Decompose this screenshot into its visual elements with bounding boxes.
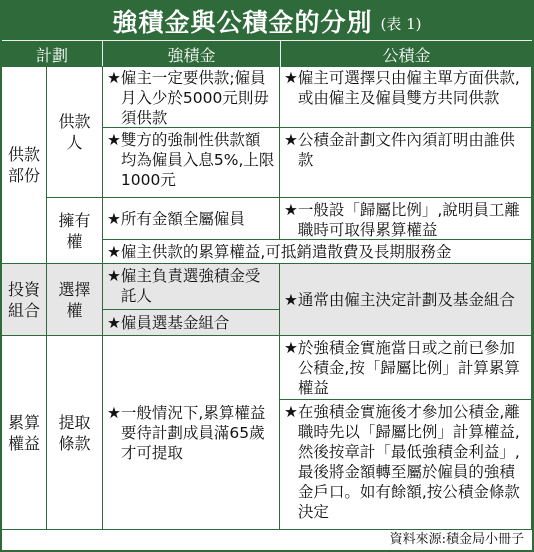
group-investment-label: 投資組合	[7, 279, 40, 320]
header-mpf: 強積金	[103, 40, 281, 67]
cell-withdraw-mpf	[103, 336, 280, 530]
cell-text: 僱主可選擇只由僱主單方面供款,或由僱主及僱員雙方共同供款	[297, 69, 520, 107]
star-icon: ★	[284, 290, 298, 309]
star-icon: ★	[107, 69, 121, 87]
cell-text: 公積金計劃文件內須訂明由誰供款	[297, 131, 515, 169]
table-number: (表 1)	[380, 14, 422, 33]
cell-choice-pf	[280, 264, 532, 336]
star-icon: ★	[107, 313, 121, 332]
cell-text: 在強積金實施後才參加公積金,離職時先以「歸屬比例」計算權益,然後按章計「最低強積金利益」,最後將金額轉至屬於僱員的強積金戶口。如有餘額,按公積金條款決定	[297, 403, 520, 521]
cell-choice-mpf-1	[103, 264, 280, 310]
group-contribution	[2, 66, 47, 264]
title-bar	[2, 2, 532, 40]
cell-text: 所有金額全屬僱員	[120, 209, 245, 228]
group-accrued-label: 累算權益	[7, 412, 40, 453]
sub-withdrawal-label: 提取條款	[58, 412, 91, 453]
cell-text: 僱員選基金組合	[120, 313, 230, 332]
cell-withdraw-pf-1	[280, 336, 532, 400]
star-icon: ★	[284, 339, 298, 357]
group-contribution-label: 供款部份	[7, 144, 40, 185]
header-plan: 計劃	[2, 40, 103, 67]
cell-withdraw-pf-2	[280, 400, 532, 530]
cell-text: 雙方的強制性供款額均為僱員入息5%,上限1000元	[120, 131, 275, 189]
sub-choice	[47, 264, 103, 336]
group-accrued	[2, 336, 47, 530]
cell-contrib-pf-1	[280, 66, 532, 128]
cell-text: 僱主供款的累算權益,可抵銷遣散費及長期服務金	[120, 242, 452, 261]
sub-contributor	[47, 66, 103, 198]
cell-text: 通常由僱主決定計劃及基金組合	[297, 290, 515, 309]
sub-contributor-label: 供款人	[58, 111, 91, 152]
group-investment	[2, 264, 47, 336]
header-pf: 公積金	[281, 40, 532, 67]
cell-own-shared	[103, 240, 532, 264]
sub-withdrawal	[47, 336, 103, 530]
cell-contrib-mpf-2	[103, 128, 280, 198]
sub-ownership	[47, 198, 103, 264]
star-icon: ★	[284, 131, 298, 149]
cell-text: 一般設「歸屬比例」,說明員工離職時可取得累算權益	[297, 201, 520, 239]
cell-contrib-mpf-1	[103, 66, 280, 128]
star-icon: ★	[107, 267, 121, 285]
cell-contrib-pf-2	[280, 128, 532, 198]
cell-text: 一般情況下,累算權益要待計劃成員滿65歲才可提取	[120, 403, 266, 462]
cell-text: 僱主一定要供款;僱員月入少於5000元則毋須供款	[120, 69, 269, 127]
cell-choice-mpf-2	[103, 310, 280, 336]
star-icon: ★	[107, 209, 121, 228]
star-icon: ★	[284, 69, 298, 87]
star-icon: ★	[284, 403, 298, 421]
source-note: 資料來源:積金局小冊子	[389, 532, 524, 547]
cell-own-mpf	[103, 198, 280, 240]
page-title: 強積金與公積金的分別	[112, 8, 373, 37]
sub-ownership-label: 擁有權	[58, 210, 91, 251]
star-icon: ★	[107, 403, 121, 422]
star-icon: ★	[284, 201, 298, 219]
cell-text: 於強積金實施當日或之前已參加公積金,按「歸屬比例」計算累算權益	[297, 339, 520, 397]
star-icon: ★	[107, 242, 121, 261]
star-icon: ★	[107, 131, 121, 149]
cell-text: 僱主負責選強積金受託人	[120, 267, 261, 305]
sub-choice-label: 選擇權	[58, 279, 91, 320]
cell-own-pf	[280, 198, 532, 240]
